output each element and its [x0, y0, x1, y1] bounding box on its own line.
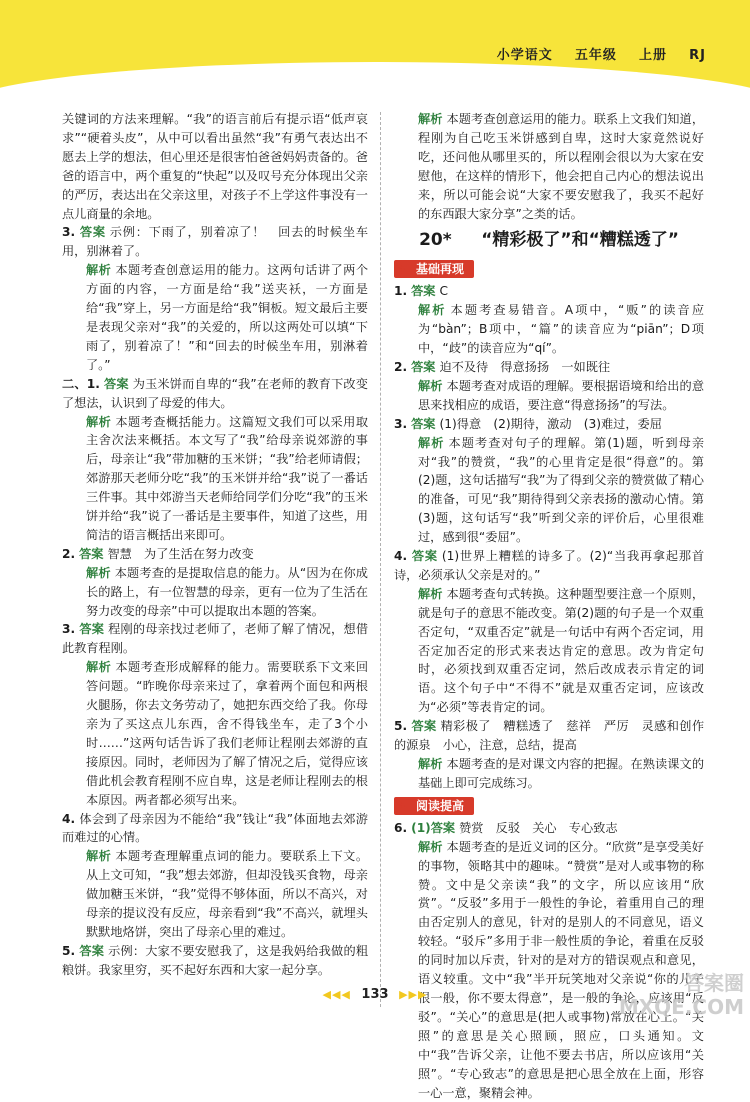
analysis-label: 解析	[418, 435, 445, 450]
answer-label: 答案	[79, 943, 105, 958]
item-number: 2.	[394, 359, 408, 374]
answer-item	[394, 415, 704, 434]
item-number: 4.	[62, 811, 76, 826]
paragraph-text: 关键词的方法来理解。“我”的语言前后有提示语“低声哀求”“硬着头皮”，从中可以看出虽然“我”有勇气表达出不愿去上学的想法，但心里还是很害怕爸爸妈妈责备的。爸爸的语言中，两个重复的“快起”以及叹号充分体现出父亲的严厉，表达出在父亲这里，对孩子不上学这件事没有一点儿商量的余地。	[62, 112, 368, 221]
left-column	[62, 110, 368, 980]
analysis-label: 解析	[86, 565, 111, 580]
analysis-paragraph	[394, 585, 704, 717]
analysis-paragraph	[394, 301, 704, 358]
item-number: 3.	[62, 622, 76, 637]
item-number: 1.	[394, 284, 408, 299]
analysis-paragraph	[394, 377, 704, 415]
analysis-label: 解析	[86, 660, 112, 675]
grade-label: 五年级	[574, 48, 617, 63]
answer-label: 答案	[411, 549, 438, 564]
paragraph-text: 精彩极了 糟糕透了 慈祥 严厉 灵感和创作的源泉 小心，注意，总结，提高	[394, 719, 705, 753]
answer-item	[62, 620, 368, 658]
item-number: 二、1.	[62, 376, 100, 391]
analysis-paragraph	[62, 413, 368, 545]
lesson-number: 20*	[419, 230, 452, 251]
section-flag-icon: ✎	[392, 257, 408, 279]
item-number: 2.	[62, 546, 76, 561]
item-number: 5.	[62, 943, 76, 958]
analysis-label: 解析	[86, 414, 112, 429]
answer-label: 答案	[411, 416, 436, 431]
paragraph-text: 本题考查句式转换。这种题型要注意一个原则，就是句子的意思不能改变。第(2)题的句子是一个双重否定句，“双重否定”就是一句话中有两个否定词，用否定加否定的形式来表达肯定的意思。改为肯定句时，必须找到双重否定词，然后改成表示肯定的词语。这个句子中“不得不”就是双重否定词，应该改为“必须”等表肯定的词。	[418, 586, 705, 715]
answer-item	[62, 942, 368, 980]
paragraph-text: 本题考查创意运用的能力。这两句话讲了两个方面的内容，一方面是给“我”送夹袄，一方面是给“我”穿上，另一方面是给“我”铜板。短文最后主要是表现父亲对“我”的关爱的，所以这两处可以填“下雨了，别着凉了！”和“回去的时候坐车用，别淋着了。”	[86, 263, 369, 372]
analysis-paragraph	[394, 838, 704, 1102]
paragraph-text: (1)得意 (2)期待，激动 (3)难过，委屈	[439, 416, 662, 431]
subject-label: 小学语文	[496, 48, 553, 63]
analysis-paragraph	[62, 658, 368, 809]
paragraph-text: 本题考查理解重点词的能力。要联系上下文。从上文可知，“我”想去郊游，但却没钱买食物，母亲做加糖玉米饼，“我”觉得不够体面，所以不高兴，对母亲的提议没有反应，母亲看到“我”不高兴，就埋头默默地烙饼，突出了母亲心里的难过。	[86, 849, 369, 939]
answer-label: 答案	[79, 225, 106, 240]
paragraph-text: 本题考查的是提取信息的能力。从“因为在你成长的路上，有一位智慧的母亲，更有一位为了生活在努力改变的母亲”中可以提取出本题的答案。	[86, 565, 368, 618]
analysis-label: 解析	[86, 263, 112, 278]
analysis-label: 解析	[418, 303, 447, 318]
paragraph-text: 程刚的母亲找过老师了，老师了解了情况，想借此教育程刚。	[62, 622, 369, 656]
section-reading	[392, 793, 474, 815]
edition-label: RJ	[689, 48, 706, 63]
text-paragraph	[62, 110, 368, 223]
lesson-title	[394, 231, 704, 250]
paragraph-text: 赞赏 反驳 关心 专心致志	[459, 820, 618, 835]
analysis-paragraph	[394, 434, 704, 547]
item-number: 3.	[62, 225, 76, 240]
answer-item	[62, 375, 368, 413]
watermark-logo: 答案圈 MXQE.COM	[618, 971, 744, 1019]
item-number: 6.	[394, 820, 408, 835]
answer-label: (1)答案	[411, 820, 456, 835]
section-flag-icon: ✎	[392, 793, 408, 815]
paragraph-text: 智慧 为了生活在努力改变	[107, 546, 254, 561]
analysis-paragraph	[62, 261, 368, 374]
answer-label: 答案	[79, 622, 105, 637]
analysis-paragraph	[62, 564, 368, 621]
paragraph-text: 示例：下雨了，别着凉了！ 回去的时候坐车用，别淋着了。	[62, 225, 369, 259]
right-top-block	[394, 110, 704, 223]
paragraph-text: 本题考查易错音。A项中，“贩”的读音应为“bàn”；B项中，“篇”的读音应为“piān”；D项中，“歧”的读音应为“qí”。	[418, 303, 705, 356]
lesson-name: “精彩极了”和“糟糕透了”	[481, 230, 679, 251]
paragraph-text: 本题考查形成解释的能力。需要联系下文来回答问题。“昨晚你母亲来过了，拿着两个面包和两根火腿肠，你去文务劳动了，她把东西交给了我。你母亲为了买这点儿东西，舍不得钱坐车，走了3个小时……”这两句话告诉了我们老师让程刚去郊游的直接原因。同时，老师因为了解了情况之后，觉得应该借此机会教育程刚不应自卑，这是老师让程刚去的根本原因。两者都必须写出来。	[86, 660, 369, 807]
section-basic-review	[392, 257, 474, 279]
column-divider	[380, 112, 381, 1007]
answer-item	[62, 223, 368, 261]
analysis-paragraph	[394, 755, 704, 793]
answer-label: 答案	[103, 376, 129, 391]
answer-item	[394, 282, 704, 301]
analysis-label: 解析	[418, 112, 443, 126]
answer-item	[394, 717, 704, 755]
analysis-label: 解析	[418, 378, 443, 393]
paragraph-text: 本题考查对句子的理解。第(1)题，听到母亲对“我”的赞赏，“我”的心里肯定是很“得意”的。第(2)题，这句话描写“我”为了得到父亲的赞赏做了精心的准备，可见“我”期待得到父亲表扬的激动心情。第(3)题，这句话写“我”听到父亲的评价后，心里很难过，感到很“委屈”。	[418, 435, 705, 545]
section-reading-label: 阅读提高	[416, 798, 465, 813]
paragraph-text: 本题考查概括能力。这篇短文我们可以采用取主舍次法来概括。本文写了“我”给母亲说郊游的事后，母亲让“我”带加糖的玉米饼；“我”给老师请假；郊游那天老师分吃“我”的玉米饼并给“我”说了一番话三件事。其中郊游当天老师给同学们分吃“我”的玉米饼并给“我”说了一番话是主要事件，知道了这些，用简洁的语言概括出来即可。	[86, 414, 369, 542]
paragraph-text: 为玉米饼而自卑的“我”在老师的教育下改变了想法，认识到了母爱的伟大。	[62, 376, 368, 410]
paragraph-text: 本题考查对成语的理解。要根据语境和给出的意思来找相应的成语，要注意“得意扬扬”的写法。	[418, 378, 705, 412]
answer-item	[394, 547, 704, 585]
item-number: 4.	[394, 549, 408, 564]
answer-item	[62, 545, 368, 564]
left-arrows-icon: ◀◀◀	[322, 988, 351, 1001]
right-bottom-block	[394, 819, 704, 1102]
right-mid-block	[394, 282, 704, 792]
item-number: 5.	[394, 719, 408, 734]
paragraph-text: 示例：大家不要安慰我了，这是我妈给我做的粗粮饼。我家里穷，买不起好东西和大家一起分享。	[62, 943, 369, 977]
paragraph-text: 迫不及待 得意扬扬 一如既往	[439, 359, 611, 374]
answer-label: 答案	[411, 284, 436, 299]
right-column	[394, 110, 704, 1102]
analysis-paragraph	[394, 110, 704, 223]
volume-label: 上册	[639, 48, 668, 63]
paragraph-text: 体会到了母亲因为不能给“我”钱让“我”体面地去郊游而难过的心情。	[62, 811, 368, 845]
analysis-label: 解析	[86, 849, 112, 864]
paragraph-text: 本题考查的是对课文内容的把握。在熟读课文的基础上即可完成练习。	[418, 757, 705, 790]
analysis-label: 解析	[418, 757, 443, 771]
paragraph-text: (1)世界上糟糕的诗多了。(2)“当我再拿起那首诗，必须承认父亲是对的。”	[394, 549, 705, 582]
answer-label: 答案	[79, 546, 104, 561]
section-basic-label: 基础再现	[416, 262, 465, 277]
analysis-paragraph	[62, 847, 368, 942]
paragraph-text: 本题考查的是近义词的区分。“欣赏”是享受美好的事物，领略其中的趣味。“赞赏”是对人或事物的称赞。文中是父亲读“我”的文字，所以应该用“欣赏”。“反驳”多用于一般性的争论，着重用自己的理由否定别人的意见，针对的是别人的不同意见，语义较轻。“驳斥”多用于非一般性质的争论，着重在反驳的同时加以斥责，针对的是对方的错误观点和意见，语义较重。文中“我”半开玩笑地对父亲说“你的儿子很一般，你不要太得意”，是一般的争论，应该用“反驳”。“关心”的意思是(把人或事物)常放在心上。“关照”的意思是关心照顾，照应，口头通知。文中“我”告诉父亲，让他不要去书店，所以应该用“关照”。“专心致志”的意思是把心思全放在上面，形容一心一意，聚精会神。	[418, 839, 704, 1100]
analysis-label: 解析	[418, 839, 443, 854]
right-arrows-icon: ▶▶▶	[399, 988, 428, 1001]
paragraph-text: C	[439, 284, 449, 299]
book-info	[497, 44, 706, 63]
answer-item	[394, 819, 704, 838]
header-wave	[0, 62, 750, 98]
answer-item	[62, 810, 368, 848]
page-number: 133	[361, 987, 389, 1002]
item-number: 3.	[394, 416, 408, 431]
answer-item	[394, 358, 704, 377]
answer-label: 答案	[411, 359, 436, 374]
analysis-label: 解析	[418, 586, 443, 601]
answer-label: 答案	[411, 719, 437, 734]
paragraph-text: 本题考查创意运用的能力。联系上文我们知道，程刚为自己吃玉米饼感到自卑，这时大家竟然说好吃，还问他从哪里买的，所以程刚会很以为大家在安慰他，在这样的情形下，他会把自己内心的想法说出来，所以可能会说“大家不要安慰我了，我买不起好的东西跟大家分享”之类的话。	[418, 112, 705, 221]
